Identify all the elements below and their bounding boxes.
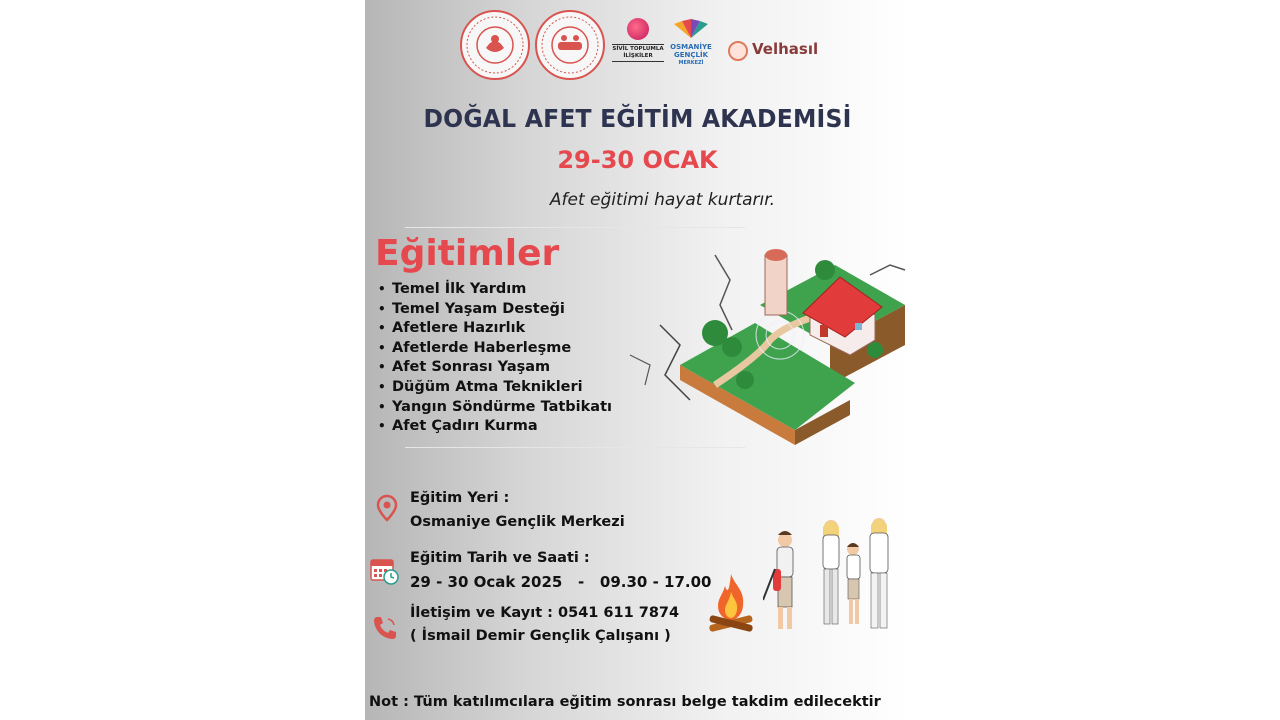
velhasil-mark [728,41,748,61]
ministry-seal-logo [460,10,530,80]
event-date: 29-30 OCAK [557,146,718,174]
youth-ministry-seal-logo [535,10,605,80]
trainings-title: Eğitimler [375,233,560,274]
stk-logo [612,16,664,76]
ogm-line-3: MERKEZİ [678,60,704,66]
place-value: Osmaniye Gençlik Merkezi [410,514,625,530]
place-label: Eğitim Yeri : [410,490,510,506]
earthquake-house-illustration [620,235,910,450]
list-item: • Yangın Söndürme Tatbikatı [378,398,612,415]
campfire-icon [705,570,757,638]
velhasil-name: Velhasıl [752,40,819,58]
list-item: • Afet Çadırı Kurma [378,418,538,435]
list-item: • Afet Sonrası Yaşam [378,359,551,376]
ogm-line-2: GENÇLİK [673,51,708,59]
certificate-note: Not : Tüm katılımcılara eğitim sonrası belge takdim edilecektir [369,694,881,710]
divider [405,227,745,228]
osmaniye-youth-center-logo [667,18,715,80]
family-fire-extinguisher-illustration [763,515,903,640]
stk-logo-text: SİVİL TOPLUMLA İLİŞKİLER [612,44,664,62]
list-item: • Afetlere Hazırlık [378,320,526,337]
list-item: • Temel İlk Yardım [378,281,527,297]
list-item: • Afetlerde Haberleşme [378,339,572,356]
velhasil-logo [728,40,818,68]
location-pin-icon [372,493,402,523]
stk-logo-mark [627,18,649,40]
event-poster [365,0,910,720]
ogm-fan-icon [668,18,714,38]
ogm-line-1: OSMANİYE [670,43,712,51]
datetime-value: 29 - 30 Ocak 2025 - 09.30 - 17.00 [410,573,712,591]
divider [405,447,745,448]
calendar-clock-icon [369,555,399,585]
list-item: • Temel Yaşam Desteği [378,300,565,317]
list-item: • Düğüm Atma Teknikleri [378,378,583,395]
poster-title: DOĞAL AFET EĞİTİM AKADEMİSİ [423,104,852,133]
datetime-label: Eğitim Tarih ve Saati : [410,550,590,566]
trainings-list [378,280,612,437]
contact-line: İletişim ve Kayıt : 0541 611 7874 [410,605,680,621]
contact-person: ( İsmail Demir Gençlik Çalışanı ) [410,628,671,644]
tagline: Afet eğitimi hayat kurtarır. [549,190,776,210]
phone-icon [370,613,400,643]
logo-row [460,10,820,82]
